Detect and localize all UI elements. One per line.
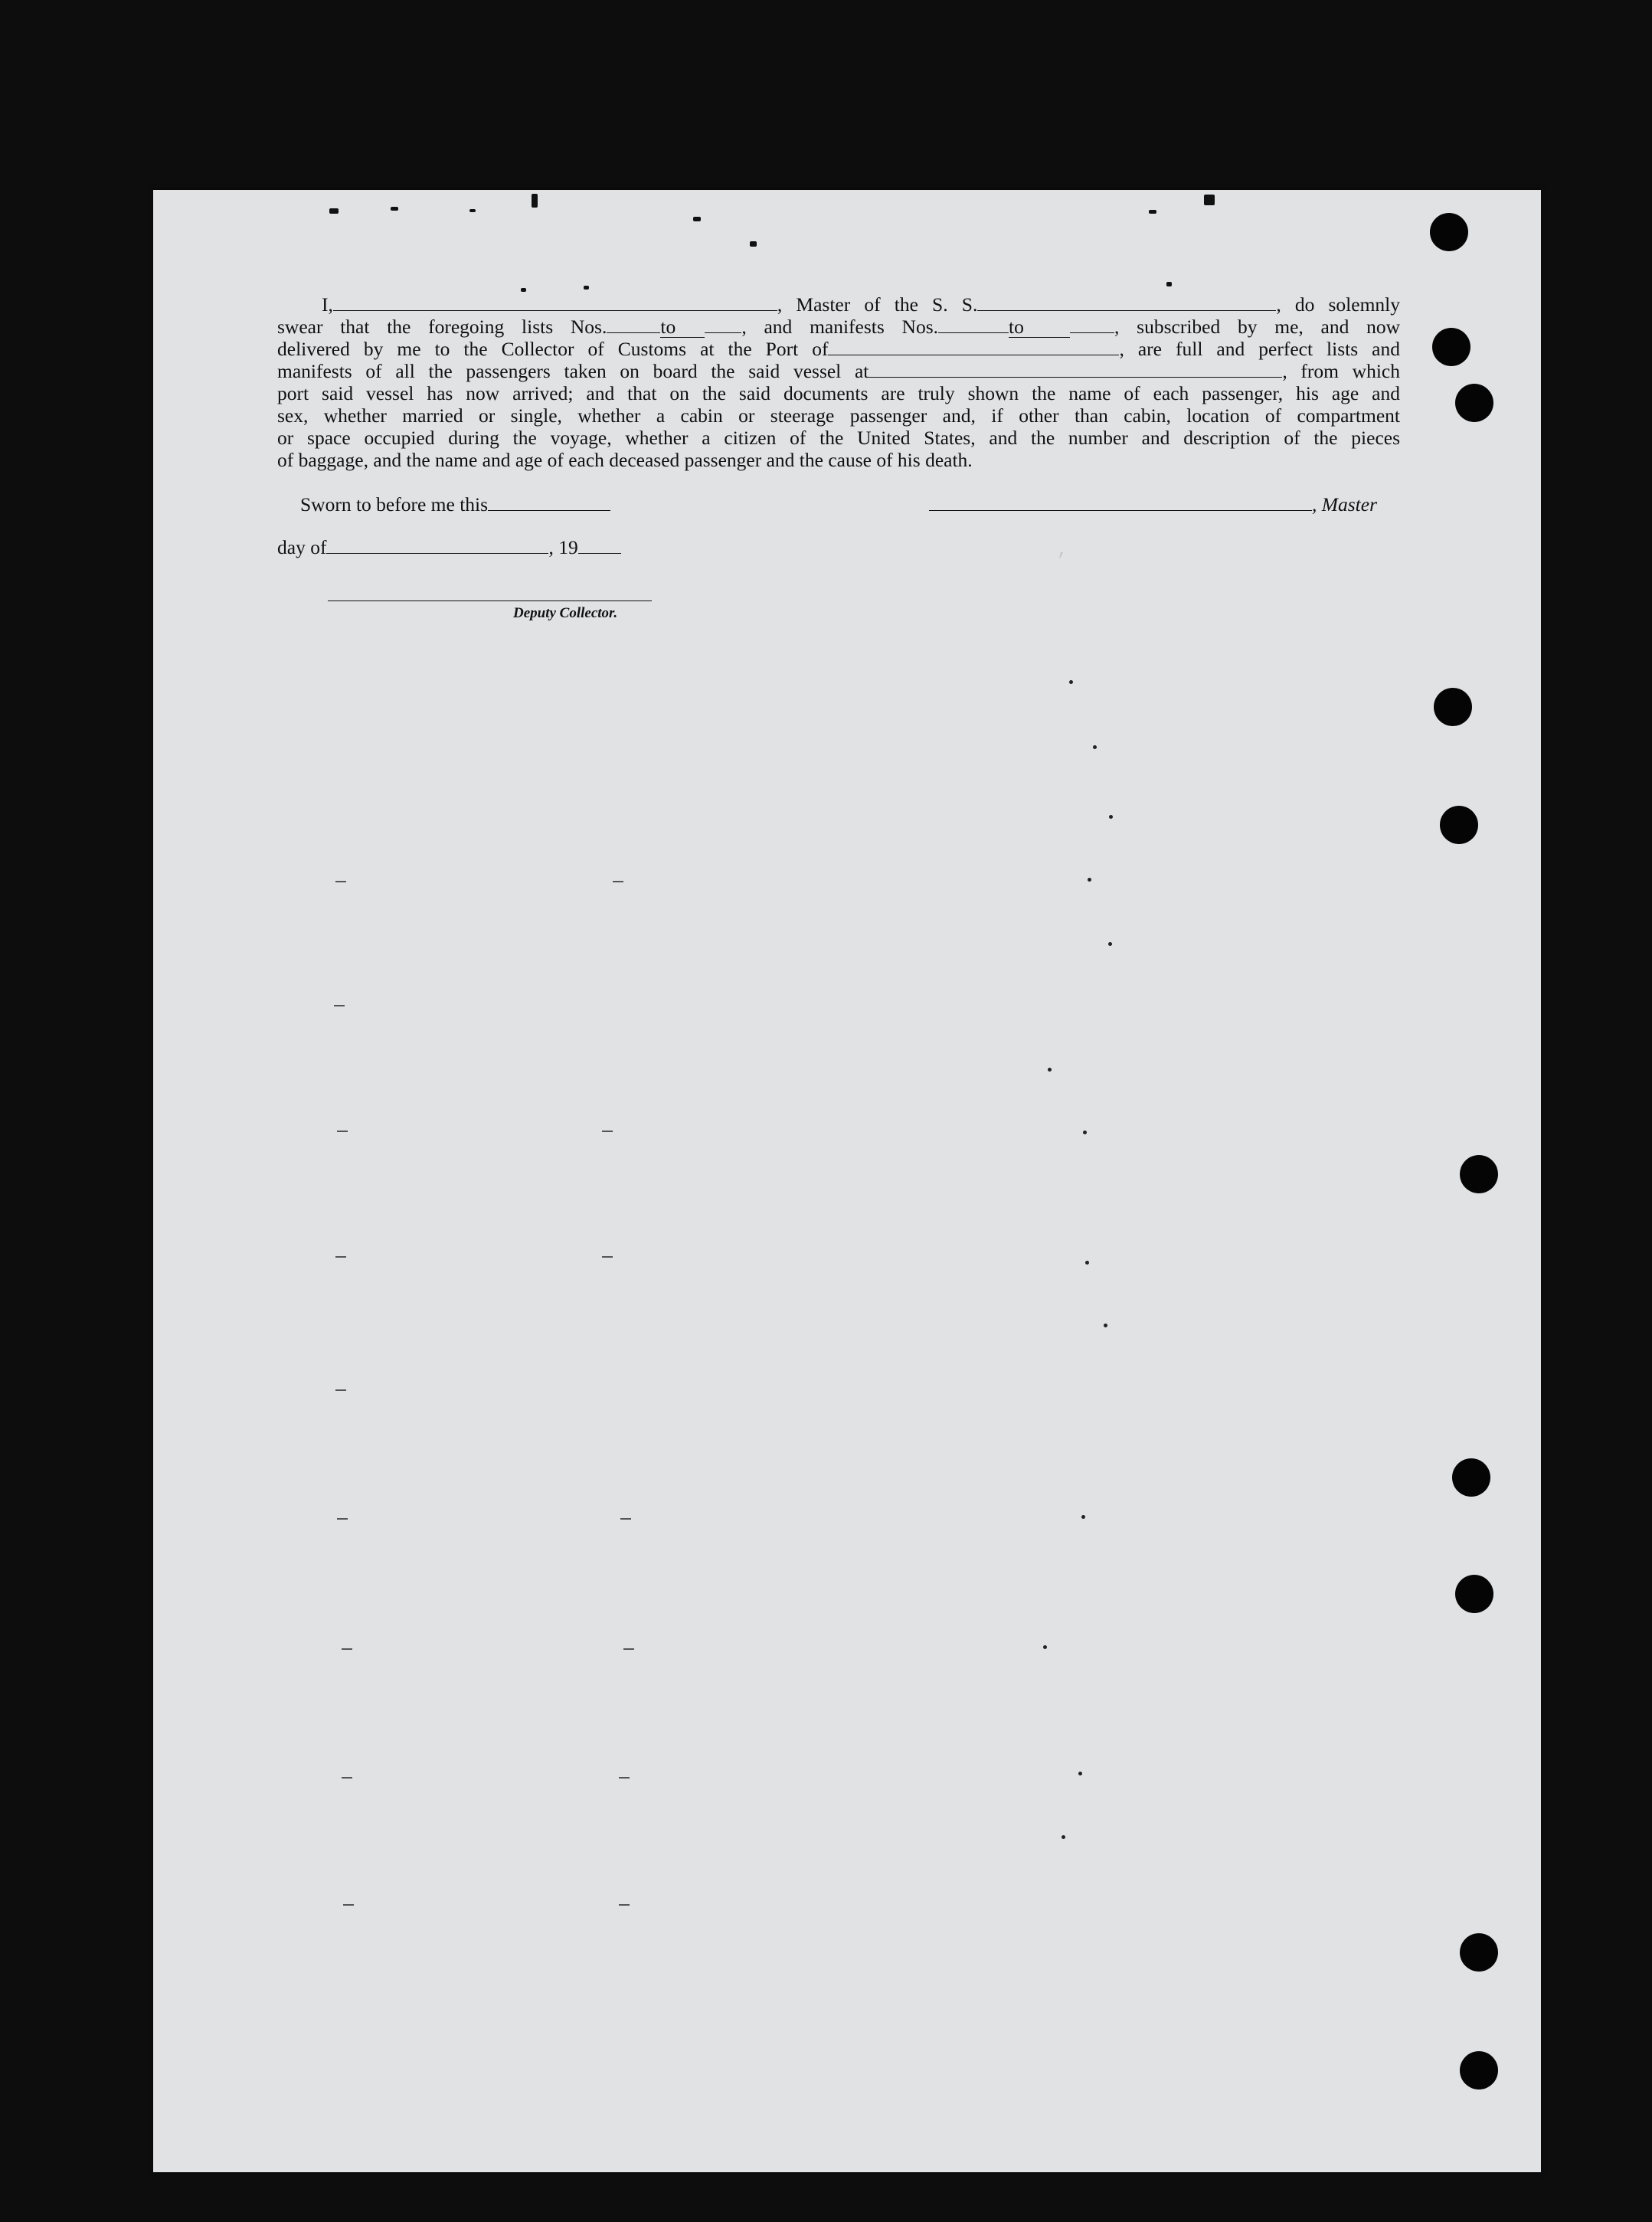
scan-speck <box>469 209 476 212</box>
month-blank <box>326 538 548 554</box>
bleed-dash <box>613 881 623 882</box>
bleed-dash <box>342 1648 352 1650</box>
master-name-blank <box>333 295 777 311</box>
punch-hole <box>1455 384 1493 422</box>
oath-text: , are full and perfect lists and <box>1119 338 1400 360</box>
scan-speck <box>329 208 339 214</box>
punch-hole <box>1440 806 1478 844</box>
oath-text: , and manifests Nos. <box>741 316 939 338</box>
oath-line-8: of baggage, and the name and age of each deceased passenger and the cause of his death. <box>277 449 973 471</box>
bleed-dash <box>342 1777 352 1779</box>
scan-speck <box>521 288 526 292</box>
oath-text: , subscribed by me, and now <box>1114 316 1401 338</box>
punch-hole <box>1432 328 1470 366</box>
scan-speck <box>1166 282 1172 286</box>
punch-hole <box>1460 1933 1498 1972</box>
master-signature-blank <box>929 495 1312 511</box>
bleed-dash <box>619 1904 630 1906</box>
manifest-to-blank <box>1070 317 1114 333</box>
manifest-from-blank <box>938 317 1009 333</box>
oath-line-6: sex, whether married or single, whether a cabin or steerage passenger and, if other than cabin, location of compartment <box>277 404 1400 427</box>
oath-text: , Master of the S. S. <box>777 293 978 316</box>
oath-text: swear that the foregoing lists Nos. <box>277 316 607 338</box>
oath-text: , from which <box>1282 360 1400 382</box>
oath-text: to <box>1009 317 1070 338</box>
bleed-dot <box>1109 815 1113 819</box>
oath-text: delivered by me to the Collector of Customs at the Port of <box>277 338 829 360</box>
bleed-dot <box>1081 1515 1085 1519</box>
scan-speck <box>584 286 589 290</box>
bleed-dash <box>602 1256 613 1258</box>
bleed-dot <box>1043 1645 1047 1649</box>
punch-hole <box>1455 1575 1493 1613</box>
ship-name-blank <box>977 295 1276 311</box>
bleed-dash <box>335 881 346 882</box>
bleed-dot <box>1062 1835 1065 1839</box>
oath-line-2 <box>277 316 1400 338</box>
punch-hole <box>1452 1458 1490 1497</box>
scan-speck <box>532 194 538 208</box>
bleed-dot <box>1108 942 1112 946</box>
bleed-dot <box>1078 1772 1082 1775</box>
year-blank <box>578 538 621 554</box>
day-of-label: day of <box>277 536 327 558</box>
oath-text: , do solemnly <box>1276 293 1400 316</box>
sworn-date-blank <box>488 495 610 511</box>
oath-line-3 <box>277 338 1400 360</box>
bleed-dash <box>619 1777 630 1779</box>
oath-line-1 <box>277 293 1400 316</box>
bleed-through-mark: , <box>1057 540 1124 561</box>
deputy-collector-label: Deputy Collector. <box>513 605 618 621</box>
departure-port-blank <box>869 362 1282 378</box>
day-of-line <box>277 536 621 559</box>
bleed-dash <box>623 1648 634 1650</box>
bleed-dot <box>1085 1261 1089 1265</box>
bleed-dot <box>1048 1068 1052 1072</box>
bleed-dash <box>620 1518 631 1520</box>
master-label: , Master <box>1312 493 1377 515</box>
port-blank <box>828 339 1119 355</box>
bleed-dot <box>1083 1131 1087 1134</box>
punch-hole <box>1430 213 1468 251</box>
bleed-dash <box>335 1389 346 1391</box>
oath-text: to <box>660 317 705 338</box>
bleed-dot <box>1104 1324 1107 1327</box>
document-page <box>153 190 1541 2172</box>
scan-speck <box>693 217 701 221</box>
sworn-line <box>300 493 610 516</box>
master-signature-line <box>929 493 1377 516</box>
oath-text: I, <box>322 293 333 316</box>
scan-speck <box>391 207 398 211</box>
punch-hole <box>1434 688 1472 726</box>
oath-line-7: or space occupied during the voyage, whether a citizen of the United States, and the number and description of the pieces <box>277 427 1400 449</box>
oath-line-4 <box>277 360 1400 382</box>
bleed-dash <box>602 1131 613 1132</box>
deputy-signature-rule <box>328 600 652 601</box>
year-prefix: , 19 <box>548 536 578 558</box>
scan-speck <box>1149 210 1156 214</box>
bleed-dot <box>1088 878 1091 882</box>
bleed-dot <box>1093 745 1097 749</box>
master-oath-paragraph <box>277 293 1400 471</box>
bleed-dash <box>334 1005 345 1006</box>
scan-speck <box>750 241 757 247</box>
list-to-blank <box>705 317 741 333</box>
bleed-dash <box>335 1256 346 1258</box>
punch-hole <box>1460 2051 1498 2089</box>
oath-text: manifests of all the passengers taken on board the said vessel at <box>277 360 869 382</box>
bleed-dash <box>337 1131 348 1132</box>
oath-line-5: port said vessel has now arrived; and that on the said documents are truly shown the name of each passenger, his age and <box>277 382 1400 404</box>
bleed-dot <box>1069 680 1073 684</box>
sworn-label: Sworn to before me this <box>300 493 489 515</box>
punch-hole <box>1460 1155 1498 1193</box>
scan-speck <box>1204 195 1215 205</box>
bleed-dash <box>337 1518 348 1520</box>
bleed-dash <box>343 1904 354 1906</box>
list-from-blank <box>607 317 660 333</box>
